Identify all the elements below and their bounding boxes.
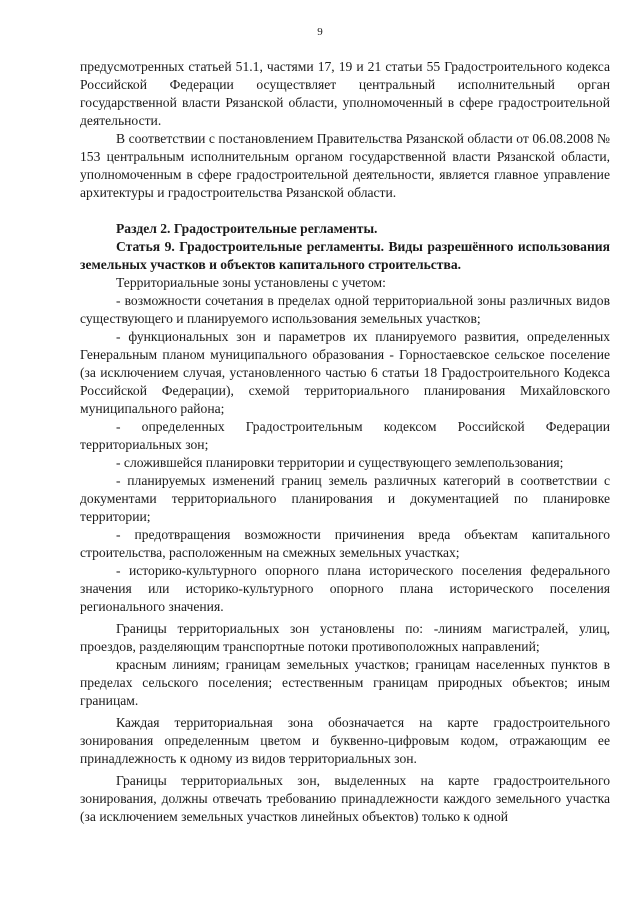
paragraph-zone-marking: Каждая территориальная зона обозначается на карте градостроительного зонирования определенным цветом и буквенно-цифровым кодом, отражающим ее принадлежность к одному из видов территориальных зон. (80, 715, 610, 766)
list-item: - историко-культурного опорного плана исторического поселения федерального значения или историко-культурного опорного плана исторического поселения регионального значения. (80, 563, 610, 614)
list-item: - возможности сочетания в пределах одной территориальной зоны различных видов существующего и планируемого использования земельных участков; (80, 293, 610, 326)
paragraph-borders-cont: красным линиям; границам земельных участков; границам населенных пунктов в пределах сельского поселения; естественным границам природных объектов; иным границам. (80, 657, 610, 708)
article-heading: Статья 9. Градостроительные регламенты. Виды разрешённого использования земельных участков и объектов капитального строительства. (80, 239, 610, 272)
list-item: - планируемых изменений границ земель различных категорий в соответствии с документами территориального планирования и документацией по планировке территории; (80, 473, 610, 524)
list-item: - сложившейся планировки территории и существующего землепользования; (116, 455, 564, 470)
list-item: - функциональных зон и параметров их планируемого развития, определенных Генеральным планом муниципального образования - Горностаевское сельское поселение (за исключением случая, установленного частью 6 статьи 18 Градостроительного Кодекса Российской Федерации), схемой территориального планирования Михайловского муниципального района; (80, 329, 610, 416)
paragraph-intro: Территориальные зоны установлены с учетом: (116, 275, 386, 290)
document-body (80, 58, 610, 826)
page-number: 9 (317, 26, 323, 38)
list-item: - предотвращения возможности причинения вреда объектам капитального строительства, расположенным на смежных земельных участках; (80, 527, 610, 560)
list-item: - определенных Градостроительным кодексом Российской Федерации территориальных зон; (80, 419, 610, 452)
paragraph-continuation: предусмотренных статьей 51.1, частями 17, 19 и 21 статьи 55 Градостроительного кодекса Российской Федерации осуществляет центральный исполнительный орган государственной власти Рязанской области, уполномоченный в сфере градостроительной деятельности. (80, 59, 610, 128)
paragraph-zone-borders: Границы территориальных зон, выделенных на карте градостроительного зонирования, должны отвечать требованию принадлежности каждого земельного участка (за исключением земельных участков линейных объектов) только к одной (80, 773, 610, 824)
paragraph-borders: Границы территориальных зон установлены по: -линиям магистралей, улиц, проездов, разделяющим транспортные потоки противоположных направлений; (80, 621, 610, 654)
section-heading: Раздел 2. Градостроительные регламенты. (116, 221, 378, 236)
paragraph-resolution: В соответствии с постановлением Правительства Рязанской области от 06.08.2008 № 153 центральным исполнительным органом государственной власти Рязанской области, уполномоченным в сфере градостроительной деятельности, является главное управление архитектуры и градостроительства Рязанской области. (80, 131, 610, 200)
